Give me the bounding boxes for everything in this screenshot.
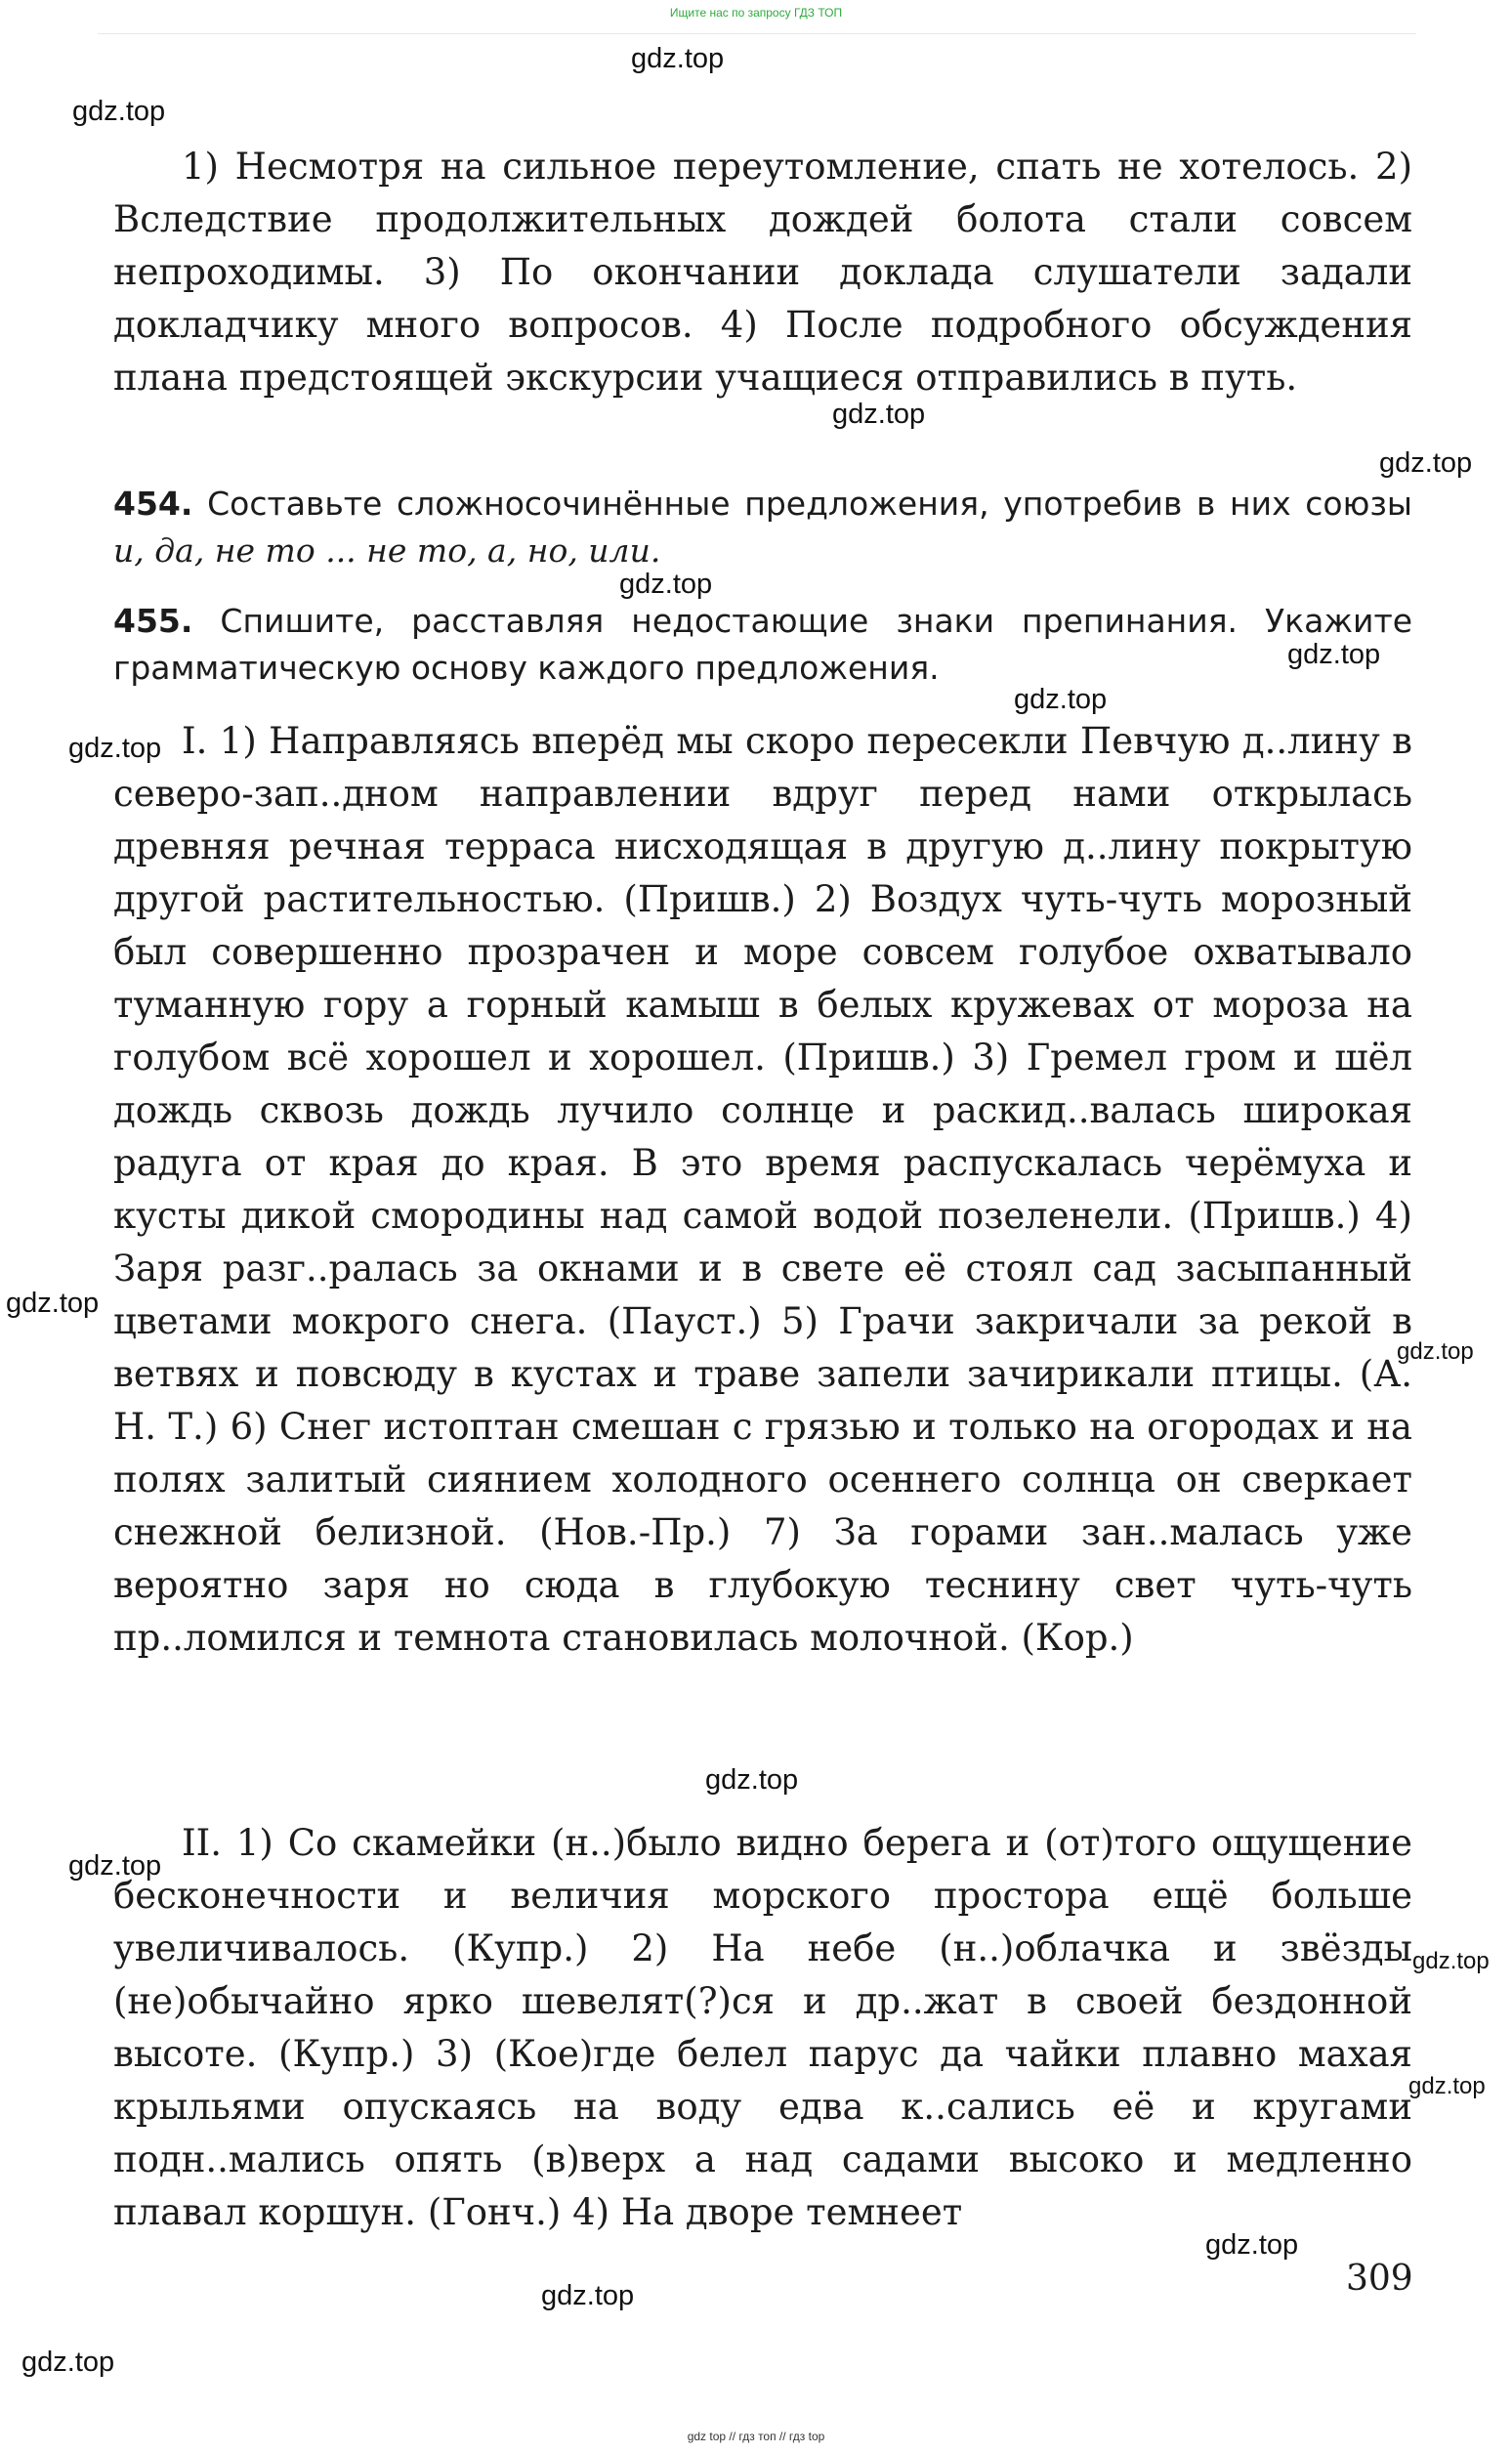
watermark: gdz.top [1287,639,1381,670]
exercise-455-part-2: II. 1) Со скамейки (н..)было видно берега и (от)того ощущение бесконечности и величия морского простора ещё больше увеличивалось. (Купр.) 2) На небе (н..)облачка и звёзды (не)обычайно ярко шевелят(?)ся и др..жат в своей бездонной высоте. (Купр.) 3) (Кое)где белел парус да чайки плавно махая крыльями опускаясь на воду едва к..сались её и кругами подн..мались опять (в)верх а над садами высоко и медленно плавал коршун. (Гонч.) 4) На дворе темнеет [113,1822,1412,2233]
watermark: gdz.top [21,2347,115,2378]
exercise-454-conjunctions: и, да, не то ... не то, а, но, или. [113,531,661,570]
watermark: gdz.top [705,1764,799,1796]
exercise-454 [113,481,1412,574]
watermark: gdz.top [832,399,926,430]
watermark: gdz.top [1205,2229,1299,2261]
exercise-455 [113,598,1412,692]
watermark: gdz.top [541,2280,635,2311]
watermark: gdz.top [68,1850,162,1882]
header-divider [98,33,1416,34]
header-banner[interactable]: Ищите нас по запросу ГДЗ ТОП [669,6,843,20]
watermark: gdz.top [1412,1948,1490,1974]
watermark: gdz.top [68,733,162,764]
exercise-455-text: Спишите, расставляя недостающие знаки препинания. Укажите грамматическую основу каждого предложения. [113,602,1412,687]
page-number: 309 [1346,2259,1413,2299]
watermark: gdz.top [1397,1338,1474,1365]
exercise-454-number: 454. [113,485,193,523]
watermark: gdz.top [1014,684,1108,715]
exercise-454-text: Составьте сложносочинённые предложения, употребив в них союзы [207,485,1412,523]
watermark: gdz.top [72,96,166,127]
exercise-455-part-1: I. 1) Направляясь вперёд мы скоро пересекли Певчую д..лину в северо-зап..дном направлении вдруг перед нами открылась древняя речная терраса нисходящая в другую д..лину покрытую другой растительностью. (Пришв.) 2) Воздух чуть-чуть морозный был совершенно прозрачен и море совсем голубое охватывало туманную гору а горный камыш в белых кружевах от мороза на голубом всё хорошел и хорошел. (Пришв.) 3) Гремел гром и шёл дождь сквозь дождь лучило солнце и раскид..валась широкая радуга от края до края. В это время распускалась черёмуха и кусты дикой смородины над самой водой позеленели. (Пришв.) 4) Заря разг..ралась за окнами и в свете её стоял сад засыпанный цветами мокрого снега. (Пауст.) 5) Грачи закричали за рекой в ветвях и повсюду в кустах и траве запели зачирикали птицы. (А. Н. Т.) 6) Снег истоптан смешан с грязью и только на огородах и на полях залитый сиянием холодного осеннего солнца он сверкает снежной белизной. (Нов.-Пр.) 7) За горами зан..малась уже вероятно заря но сюда в глубокую теснину свет чуть-чуть пр..ломился и темнота становилась молочной. (Кор.) [113,720,1412,1659]
watermark: gdz.top [1379,447,1473,479]
footer-links[interactable]: gdz top // гдз топ // гдз top [687,2430,825,2443]
watermark: gdz.top [631,43,725,74]
watermark: gdz.top [1408,2073,1486,2099]
carryover-paragraph: 1) Несмотря на сильное переутомление, спать не хотелось. 2) Вследствие продолжительных дождей болота стали совсем непроходимы. 3) По окончании доклада слушатели задали докладчику много вопросов. 4) После подробного обсуждения плана предстоящей экскурсии учащиеся отправились в путь. [113,146,1412,399]
watermark: gdz.top [619,569,713,600]
watermark: gdz.top [6,1288,100,1319]
exercise-455-number: 455. [113,602,193,640]
